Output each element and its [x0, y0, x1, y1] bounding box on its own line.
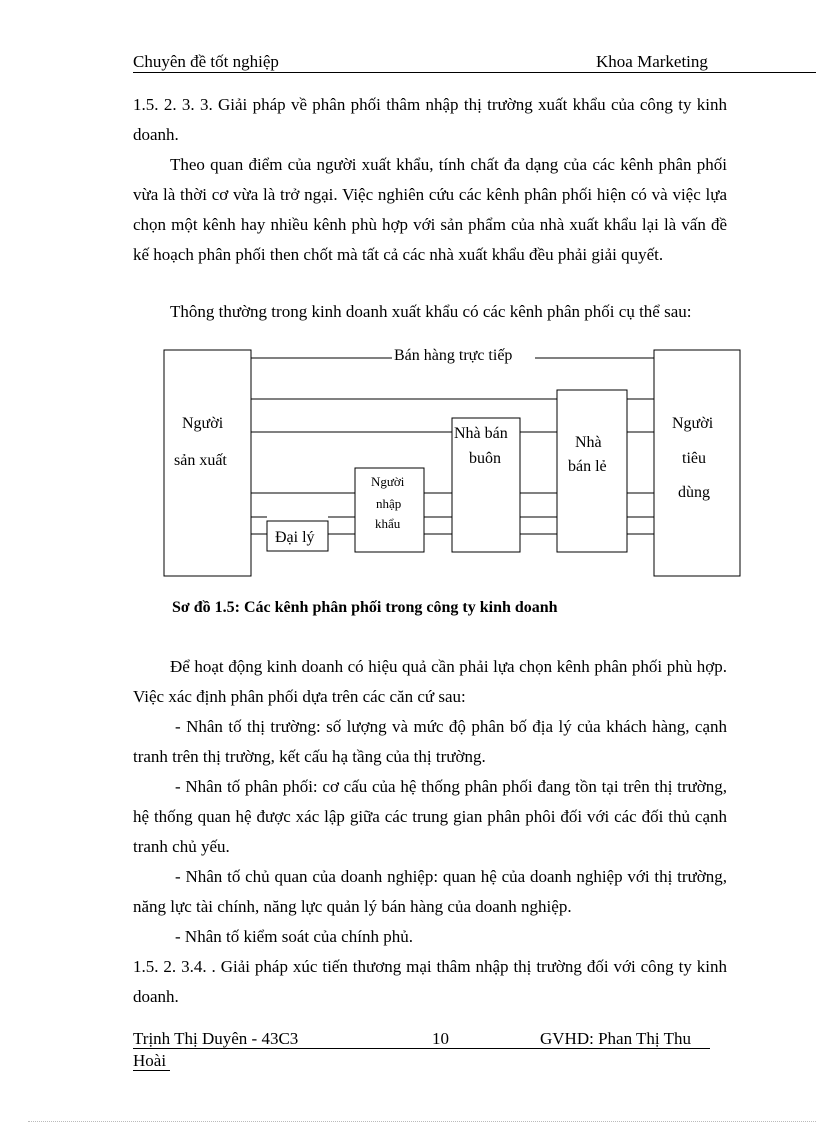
footer-rule-2: [133, 1070, 170, 1071]
direct-sales-label: Bán hàng trực tiếp: [394, 347, 513, 364]
paragraph-selection: Để hoạt động kinh doanh có hiệu quả cần phải lựa chọn kênh phân phối phù hợp. Việc xác định phân phối dựa trên các căn cứ sau:: [133, 657, 727, 706]
producer-label-1: Người: [182, 415, 224, 432]
footer-author: Trịnh Thị Duyên - 43C3: [133, 1029, 299, 1048]
distribution-channel-diagram: [160, 340, 750, 585]
factor-market: - Nhân tố thị trường: số lượng và mức độ phân bố địa lý của khách hàng, cạnh tranh trên thị trường, kết cấu hạ tầng của thị trường.: [133, 717, 727, 766]
footer-rule: [133, 1048, 710, 1049]
importer-label-3: khẩu: [375, 516, 401, 531]
section-title: 1.5. 2. 3. 3. Giải pháp về phân phối thâm nhập thị trường xuất khẩu của công ty kinh doanh.: [133, 95, 727, 144]
factor-government: - Nhân tố kiểm soát của chính phủ.: [175, 927, 413, 946]
footer-supervisor: GVHD: Phan Thị Thu: [540, 1029, 691, 1048]
header-left: Chuyên đề tốt nghiệp: [133, 52, 279, 71]
producer-label-2: sản xuất: [174, 452, 227, 469]
consumer-label-3: dùng: [678, 484, 710, 501]
factor-distribution: - Nhân tố phân phối: cơ cấu của hệ thống phân phối đang tồn tại trên thị trường, hệ thống quan hệ được xác lập giữa các trung gian phân phôi đối với các đối thủ cạnh tranh chủ yếu.: [133, 777, 727, 856]
diagram-caption: Sơ đồ 1.5: Các kênh phân phối trong công ty kinh doanh: [172, 599, 558, 616]
factor-enterprise: - Nhân tố chủ quan của doanh nghiệp: quan hệ của doanh nghiệp với thị trường, năng lực tài chính, năng lực quản lý bán hàng của doanh nghiệp.: [133, 867, 727, 916]
wholesaler-label-1: Nhà bán: [454, 425, 508, 442]
paragraph-intro: Theo quan điểm của người xuất khẩu, tính chất đa dạng của các kênh phân phối vừa là thời cơ vừa là trở ngại. Việc nghiên cứu các kênh phân phối hiện có và việc lựa chọn một kênh hay nhiều kênh phù hợp với sản phẩm của nhà xuất khẩu lại là vấn đề kế hoạch phân phối then chốt mà tất cả các nhà xuất khẩu đều phải giải quyết.: [133, 155, 727, 264]
paragraph-channels: Thông thường trong kinh doanh xuất khẩu có các kênh phân phối cụ thể sau:: [170, 302, 692, 321]
retailer-label-2: bán lẻ: [568, 458, 607, 475]
footer-supervisor-cont: Hoài: [133, 1051, 167, 1070]
retailer-label-1: Nhà: [575, 434, 602, 451]
footer-page-number: 10: [432, 1029, 449, 1048]
consumer-label-2: tiêu: [682, 450, 706, 467]
header-right: Khoa Marketing: [596, 52, 708, 71]
page-bottom-border: [28, 1121, 816, 1122]
wholesaler-label-2: buôn: [469, 450, 501, 467]
header-rule: [133, 72, 816, 73]
section-title-2: 1.5. 2. 3.4. . Giải pháp xúc tiến thương mại thâm nhập thị trường đối với công ty kinh doanh.: [133, 957, 727, 1006]
importer-label-1: Người: [371, 474, 405, 489]
importer-label-2: nhập: [376, 496, 402, 511]
agent-label: Đại lý: [275, 529, 315, 546]
consumer-label-1: Người: [672, 415, 714, 432]
